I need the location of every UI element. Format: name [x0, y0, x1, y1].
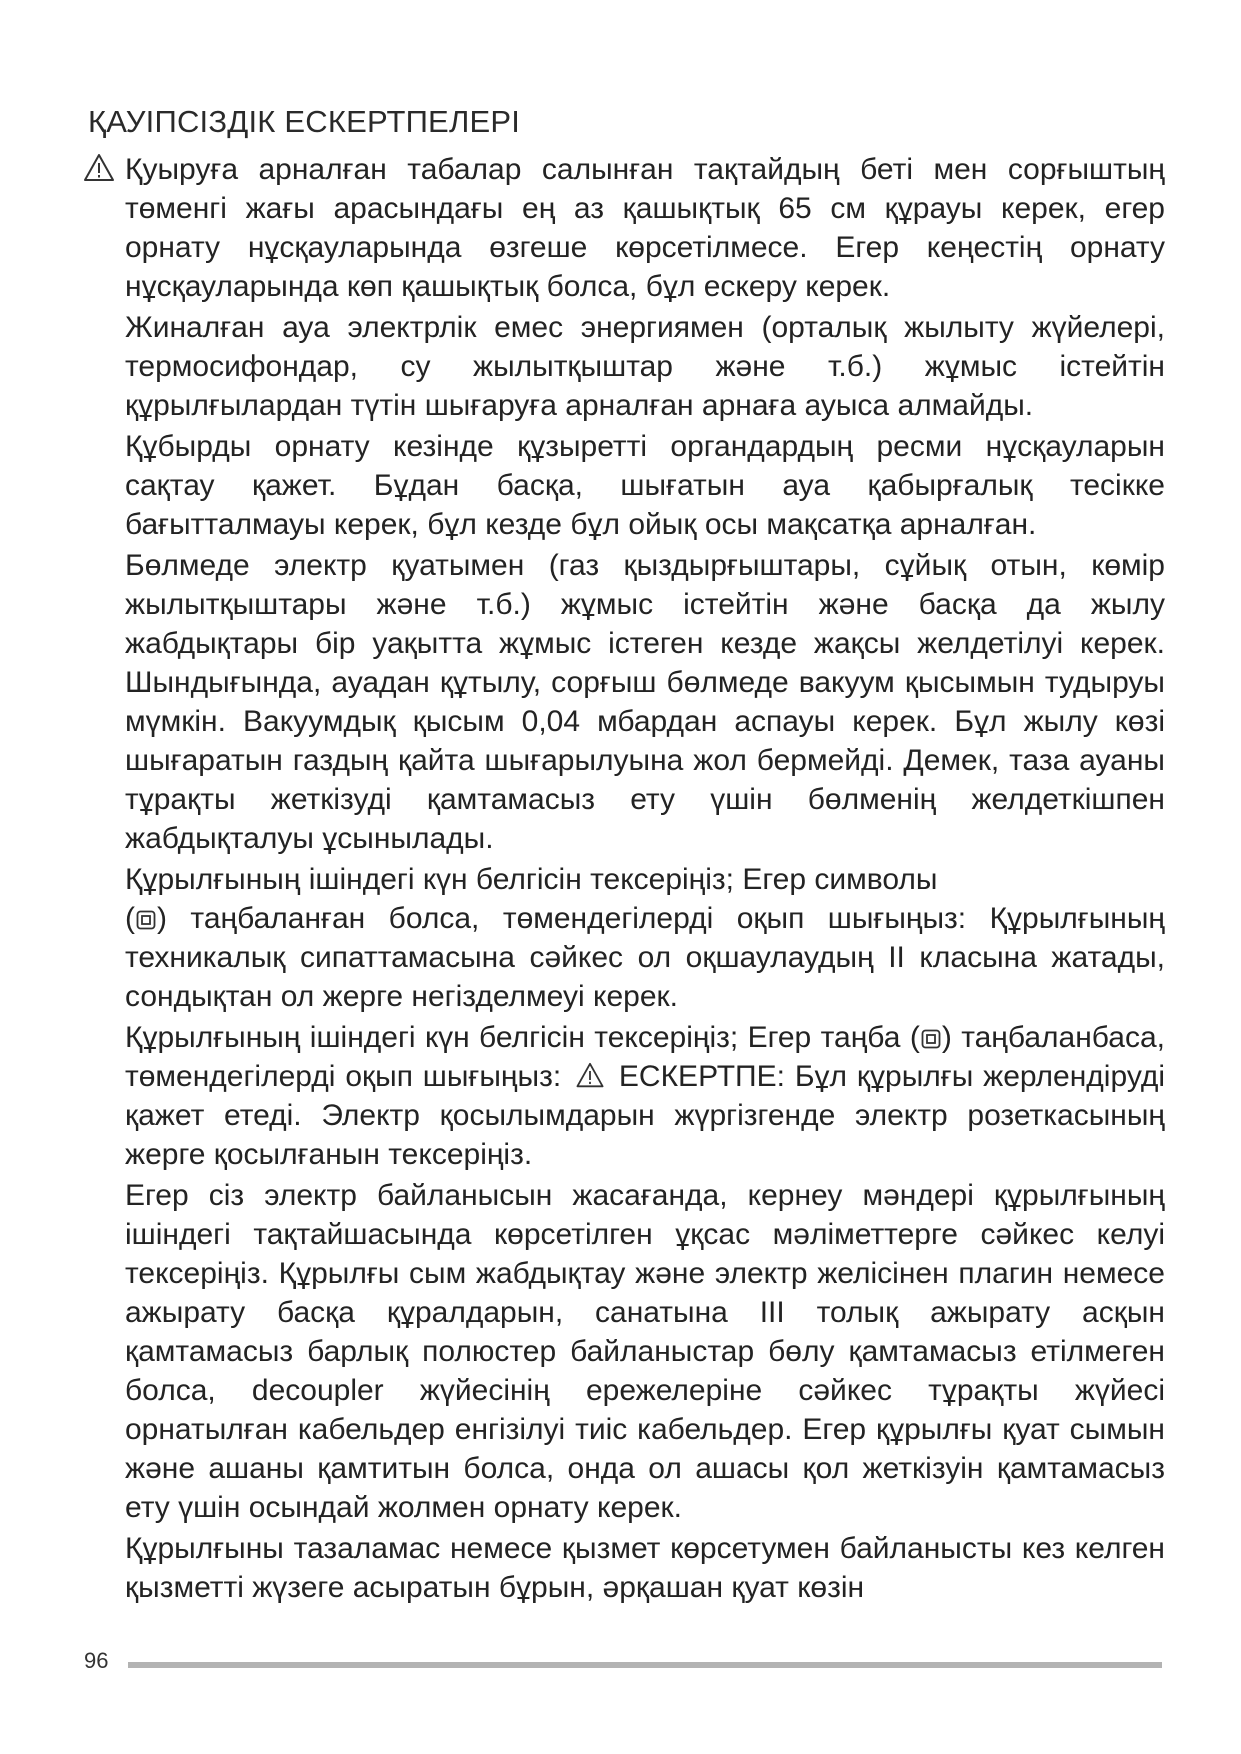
page-title: ҚАУІПСІЗДІК ЕСКЕРТПЕЛЕРІ	[88, 104, 521, 139]
paragraph-text: (	[125, 902, 135, 935]
paragraph-grounding	[125, 1018, 1165, 1174]
paragraph-text: Құрылғының ішіндегі күн белгісін тексеріңіз; Егер символы	[125, 863, 938, 896]
paragraph-cleaning	[125, 1529, 1165, 1607]
paragraph-text: Бөлмеде электр қуатымен (газ қыздырғыштары, сұйық отын, көмір жылытқыштары және т.б.) жұмыс істейтін және басқа да жылу жабдықтары бір уақытта жұмыс істеген кезде жақсы желдетілуі керек. Шындығында, ауадан құтылу, сорғыш бөлмеде вакуум қысымын тудыруы мүмкін. Вакуумдық қысым 0,04 мбардан аспауы керек. Бұл жылу көзі шығаратын газдың қайта шығарылуына жол бермейді. Демек, таза ауаны тұрақты жеткізуді қамтамасыз ету үшін бөлменің желдеткішпен жабдықталуы ұсынылады.	[125, 549, 1165, 855]
paragraph-text: Қуыруға арналған табалар салынған тақтайдың беті мен сорғыштың төменгі жағы арасындағы ең аз қашықтық 65 см құрауы керек, егер орнату нұсқауларында өзгеше көрсетілмесе. Егер кеңестің орнату нұсқауларында көп қашықтық болса, бұл ескеру керек.	[125, 153, 1165, 303]
paragraph-text: ЕСКЕРТПЕ: Бұл құрылғы жерлендіруді қажет етеді. Электр қосылымдарын жүргізгенде электр розеткасының жерге қосылғанын тексеріңіз.	[125, 1060, 1165, 1171]
paragraph-text: Егер сіз электр байланысын жасағанда, кернеу мәндері құрылғының ішіндегі тақтайшасында көрсетілген ұқсас мәліметтерге сәйкес келуі тексеріңіз. Құрылғы сым жабдықтау және электр желісінен плагин немесе ажырату басқа құралдарын, санатына III толық ажырату асқын қамтамасыз барлық полюстер байланыстар бөлу қамтамасыз етілмеген болса, decoupler жүйесінің ережелеріне сәйкес тұрақты жүйесі орнатылған кабельдер енгізілуі тиіс кабельдер. Егер құрылғы қуат сымын және ашаны қамтитын болса, онда ол ашасы қол жеткізуін қамтамасыз ету үшін осындай жолмен орнату керек.	[125, 1179, 1165, 1524]
class-ii-symbol-icon	[921, 1029, 941, 1049]
document-body	[125, 150, 1165, 1609]
paragraph-text: ) таңбаланбаса, төмендегілерді оқып шығыңыз:	[125, 1021, 1165, 1093]
class-ii-symbol-icon	[136, 910, 156, 930]
paragraph-hob-distance	[125, 150, 1165, 306]
paragraph-text: Құрылғыны тазаламас немесе қызмет көрсетумен байланысты кез келген қызметті жүзеге асыратын бұрын, әрқашан қуат көзін	[125, 1532, 1165, 1604]
paragraph-text: Жиналған ауа электрлік емес энергиямен (орталық жылыту жүйелері, термосифондар, су жылытқыштар және т.б.) жұмыс істейтін құрылғылардан түтін шығаруға арналған арнаға ауыса алмайды.	[125, 311, 1165, 422]
footer-rule	[128, 1662, 1162, 1668]
paragraph-ventilation	[125, 546, 1165, 858]
paragraph-electrical-connection	[125, 1176, 1165, 1527]
paragraph-duct-installation	[125, 427, 1165, 544]
paragraph-flue	[125, 308, 1165, 425]
paragraph-class-ii	[125, 860, 1165, 1016]
warning-triangle-icon	[575, 1062, 605, 1089]
paragraph-text: ) таңбаланған болса, төмендегілерді оқып шығыңыз: Құрылғының техникалық сипаттамасына сәйкес ол оқшаулаудың II класына жатады, сондықтан ол жерге негізделмеуі керек.	[125, 902, 1165, 1013]
paragraph-text: Құрылғының ішіндегі күн белгісін тексеріңіз; Егер таңба (	[125, 1021, 920, 1054]
paragraph-text: Құбырды орнату кезінде құзыретті органдардың ресми нұсқауларын сақтау қажет. Бұдан басқа, шығатын ауа қабырғалық тесікке бағытталмауы керек, бұл кезде бұл ойық осы мақсатқа арналған.	[125, 430, 1165, 541]
warning-triangle-icon	[83, 153, 115, 183]
page-number: 96	[84, 1648, 109, 1673]
